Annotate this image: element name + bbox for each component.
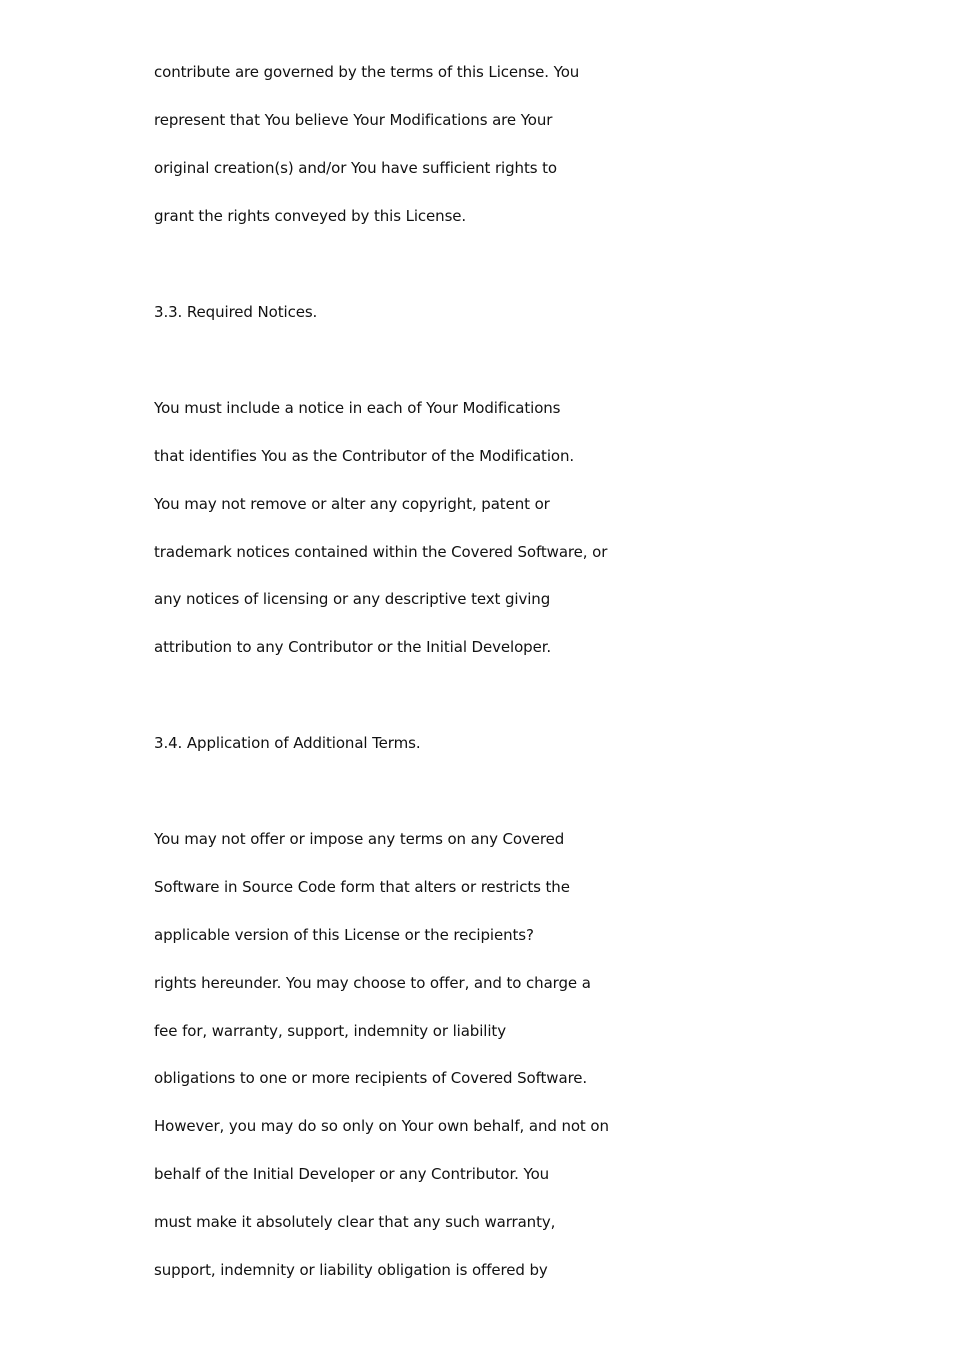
text-line: applicable version of this License or the recipients? (154, 926, 534, 944)
text-line: original creation(s) and/or You have sufficient rights to (154, 159, 557, 177)
text-line: trademark notices contained within the Covered Software, or (154, 543, 608, 561)
section-heading: 3.4. Application of Additional Terms. (154, 734, 421, 752)
text-line: grant the rights conveyed by this License. (154, 207, 467, 225)
text-line: obligations to one or more recipients of Covered Software. (154, 1069, 588, 1087)
text-line: attribution to any Contributor or the Initial Developer. (154, 638, 552, 656)
text-line: You must include a notice in each of Your Modifications (154, 399, 561, 417)
text-line: must make it absolutely clear that any such warranty, (154, 1213, 556, 1231)
text-line: However, you may do so only on Your own behalf, and not on (154, 1117, 609, 1135)
text-line: that identifies You as the Contributor of the Modification. (154, 447, 575, 465)
text-line: fee for, warranty, support, indemnity or liability (154, 1022, 506, 1040)
text-line: Software in Source Code form that alters or restricts the (154, 878, 570, 896)
text-line: You may not remove or alter any copyright, patent or (154, 495, 550, 513)
text-line: any notices of licensing or any descriptive text giving (154, 590, 551, 608)
text-line: You may not offer or impose any terms on any Covered (154, 830, 565, 848)
text-line: contribute are governed by the terms of this License. You (154, 63, 580, 81)
section-heading: 3.3. Required Notices. (154, 303, 318, 321)
text-line: rights hereunder. You may choose to offer, and to charge a (154, 974, 591, 992)
text-line: represent that You believe Your Modifications are Your (154, 111, 553, 129)
text-line: support, indemnity or liability obligation is offered by (154, 1261, 548, 1279)
text-line: behalf of the Initial Developer or any Contributor. You (154, 1165, 550, 1183)
